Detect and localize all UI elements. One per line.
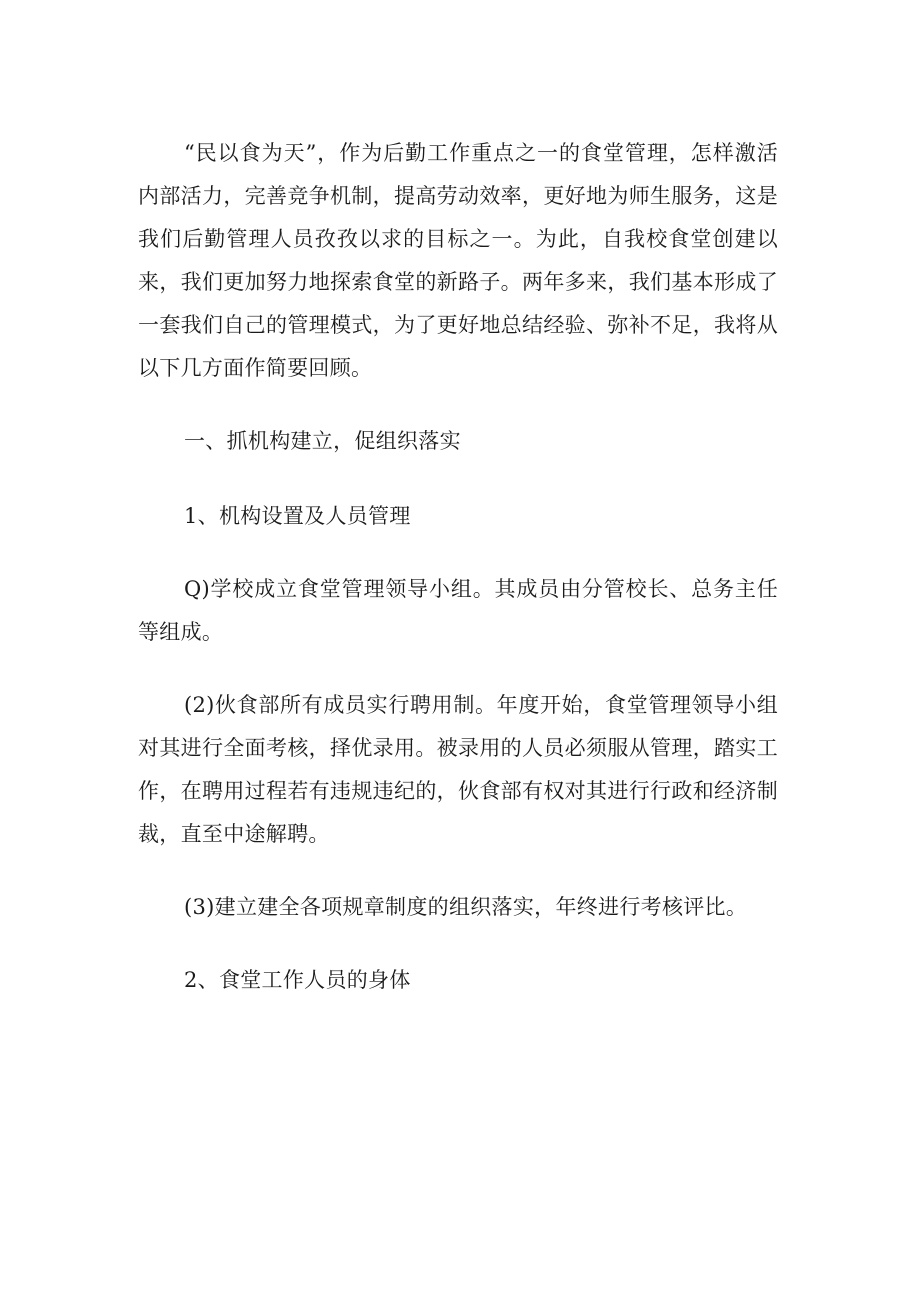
document-body <box>138 132 778 1002</box>
section-heading-1: 一、抓机构建立，促组织落实 <box>184 429 461 453</box>
subsection-heading-2: 2、食堂工作人员的身体 <box>184 968 411 992</box>
subsection-heading-1: 1、机构设置及人员管理 <box>184 504 411 528</box>
list-item-2: (2)伙食部所有成员实行聘用制。年度开始，食堂管理领导小组对其进行全面考核，择优录用。被录用的人员必须服从管理，踏实工作，在聘用过程若有违规违纪的，伙食部有权对其进行行政和经济制裁，直至中途解聘。 <box>138 693 778 846</box>
list-item-1: Q)学校成立食堂管理领导小组。其成员由分管校长、总务主任等组成。 <box>138 577 778 644</box>
list-item-3: (3)建立建全各项规章制度的组织落实，年终进行考核评比。 <box>184 895 748 919</box>
intro-paragraph: “民以食为天”，作为后勤工作重点之一的食堂管理，怎样激活内部活力，完善竞争机制，提高劳动效率，更好地为师生服务，这是我们后勤管理人员孜孜以求的目标之一。为此，自我校食堂创建以来，我们更加努力地探索食堂的新路子。两年多来，我们基本形成了一套我们自己的管理模式，为了更好地总结经验、弥补不足，我将从以下几方面作简要回顾。 <box>138 141 778 380</box>
